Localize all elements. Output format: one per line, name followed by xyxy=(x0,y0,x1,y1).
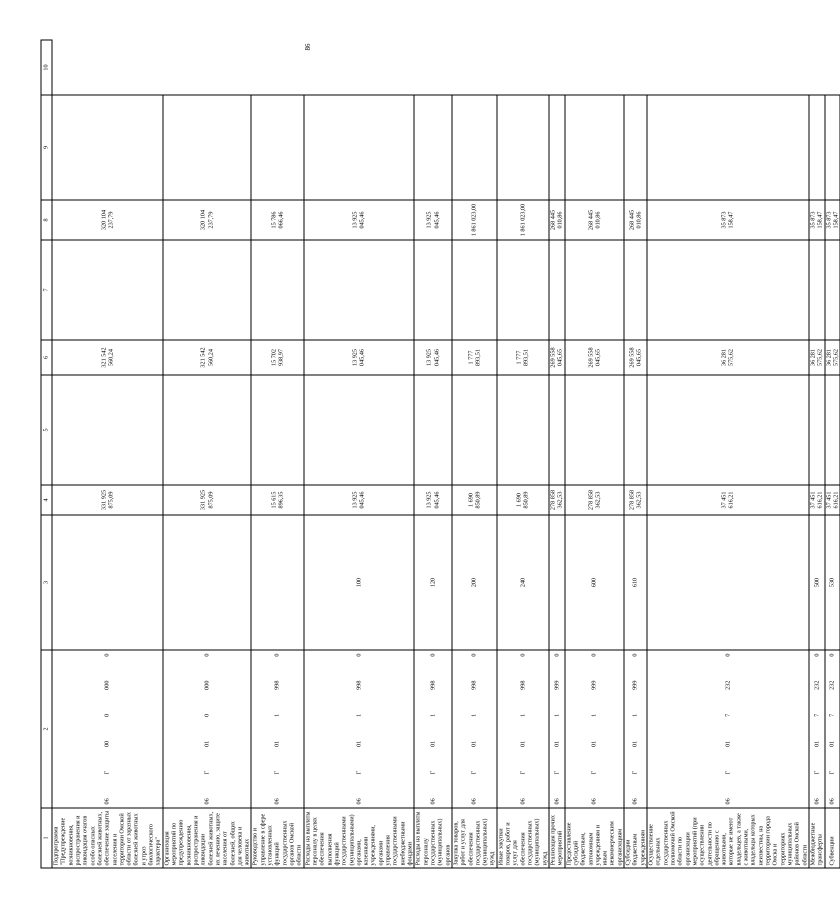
row-name-cell: Подпрограмма "Предупреждение возникновения, распространения и ликвидация очагов особо опасных болезней животных, обеспечение защиты населения и территории Омской области от заразных болезней животных и угроз биологического характера" xyxy=(52,808,163,868)
budget-code-part: 1 xyxy=(552,713,560,717)
row-value-col6 xyxy=(647,375,809,485)
row-name-cell: Субвенции xyxy=(824,808,840,868)
row-value-col8 xyxy=(824,240,840,340)
row-value-col6 xyxy=(824,375,840,485)
rotated-budget-table-wrapper xyxy=(40,40,839,868)
budget-code-part: Г xyxy=(828,770,836,774)
budget-code xyxy=(203,652,210,805)
row-value-col5: 331 925 875,09 xyxy=(52,485,163,515)
budget-code-part: 06 xyxy=(723,797,731,804)
budget-code-part: 01 xyxy=(428,740,436,747)
row-code-cell xyxy=(162,650,251,808)
budget-code xyxy=(631,652,638,805)
row-code-cell xyxy=(251,650,303,808)
budget-code-part: 998 xyxy=(428,680,436,690)
row-value-col5: 15 615 896,35 xyxy=(251,485,303,515)
row-name-cell: Руководство и управление в сфере установленных функций государственных органов Омской области xyxy=(251,808,303,868)
budget-code-part: 01 xyxy=(723,740,731,747)
row-value-col8 xyxy=(251,240,303,340)
row-type-cell: 600 xyxy=(564,515,624,650)
budget-code-part: 01 xyxy=(273,740,281,747)
budget-code-part: 232 xyxy=(723,680,731,690)
budget-code-part: 01 xyxy=(470,740,478,747)
budget-code-part: 000 xyxy=(103,680,111,690)
row-code-cell xyxy=(808,650,824,808)
budget-code-part: 1 xyxy=(273,713,281,717)
row-value-col5: 1 690 850,89 xyxy=(496,485,548,515)
budget-code xyxy=(590,652,597,805)
budget-code-part: 998 xyxy=(470,680,478,690)
budget-code-part: 232 xyxy=(812,680,820,690)
budget-code-part: 06 xyxy=(470,797,478,804)
col-header-2: 2 xyxy=(41,650,52,808)
budget-code xyxy=(429,652,436,805)
row-value-col9: 268 445 010,86 xyxy=(624,200,647,240)
row-value-col9: 320 104 237,79 xyxy=(162,200,251,240)
row-value-col9: 15 786 066,46 xyxy=(251,200,303,240)
budget-code-part: 06 xyxy=(812,797,820,804)
col-header-7: 7 xyxy=(41,240,52,340)
row-value-col9: 268 445 010,86 xyxy=(564,200,624,240)
row-code-cell xyxy=(647,650,809,808)
budget-code-part: Г xyxy=(354,770,362,774)
budget-code-part: 01 xyxy=(354,740,362,747)
row-value-col6 xyxy=(624,375,647,485)
row-type-cell: 240 xyxy=(496,515,548,650)
row-name-cell: Реализация прочих мероприятий xyxy=(548,808,564,868)
budget-code-part: 01 xyxy=(202,740,210,747)
row-value-col6 xyxy=(251,375,303,485)
table-row xyxy=(564,40,624,868)
budget-code-part: 999 xyxy=(552,680,560,690)
budget-code xyxy=(724,652,731,805)
header-row xyxy=(41,40,52,868)
row-type-cell xyxy=(251,515,303,650)
budget-code-part: Г xyxy=(202,770,210,774)
table-row xyxy=(414,40,452,868)
budget-table xyxy=(40,39,840,868)
row-value-col9: 35 873 158,47 xyxy=(808,200,824,240)
row-value-col6 xyxy=(52,375,163,485)
row-value-col7: 36 281 575,62 xyxy=(808,340,824,375)
row-value-col7: 321 542 560,24 xyxy=(162,340,251,375)
row-value-col10 xyxy=(647,95,809,200)
budget-code-part: 01 xyxy=(590,740,598,747)
budget-code-part: 1 xyxy=(631,713,639,717)
row-value-col5: 37 451 616,21 xyxy=(647,485,809,515)
row-value-col8 xyxy=(162,240,251,340)
budget-code-part: Г xyxy=(590,770,598,774)
row-value-col9: 13 925 045,46 xyxy=(303,200,414,240)
row-value-col5: 13 925 045,46 xyxy=(303,485,414,515)
row-value-col7: 15 702 938,97 xyxy=(251,340,303,375)
budget-code xyxy=(273,652,280,805)
row-type-cell: 100 xyxy=(303,515,414,650)
row-value-col8 xyxy=(496,240,548,340)
budget-code-part: 06 xyxy=(590,797,598,804)
col-header-9: 9 xyxy=(41,95,52,200)
row-name-cell: Расходы на выплаты персоналу в целях обеспечения выполнения функций государственными (муниципальными) органами, казенными учреждениями, органами управления государственными внебюджетными фондами xyxy=(303,808,414,868)
table-row xyxy=(647,40,809,868)
budget-code-part: 06 xyxy=(631,797,639,804)
row-code-cell xyxy=(824,650,840,808)
table-row xyxy=(451,40,496,868)
row-value-col6 xyxy=(564,375,624,485)
row-value-col8 xyxy=(548,240,564,340)
budget-code-part: Г xyxy=(812,770,820,774)
budget-code-part: 7 xyxy=(812,713,820,717)
row-value-col7: 13 925 045,46 xyxy=(414,340,452,375)
budget-code-part: 01 xyxy=(552,740,560,747)
row-value-col10 xyxy=(808,95,824,200)
row-type-cell xyxy=(647,515,809,650)
budget-code-part: 7 xyxy=(828,713,836,717)
row-value-col7: 269 558 045,65 xyxy=(624,340,647,375)
budget-code-part: 0 xyxy=(202,653,210,657)
row-value-col6 xyxy=(496,375,548,485)
row-value-col5: 13 925 045,46 xyxy=(414,485,452,515)
budget-code-part: 998 xyxy=(518,680,526,690)
row-value-col8 xyxy=(52,240,163,340)
budget-code-part: 1 xyxy=(354,713,362,717)
budget-code-part: 06 xyxy=(828,797,836,804)
budget-code xyxy=(355,652,362,805)
budget-code xyxy=(470,652,477,805)
budget-code-part: 998 xyxy=(273,680,281,690)
row-code-cell xyxy=(624,650,647,808)
budget-code xyxy=(813,652,820,805)
budget-code-part: 0 xyxy=(273,653,281,657)
row-type-cell: 530 xyxy=(824,515,840,650)
col-header-8: 8 xyxy=(41,200,52,240)
row-value-col5: 37 451 616,21 xyxy=(824,485,840,515)
budget-code-part: Г xyxy=(428,770,436,774)
table-row xyxy=(251,40,303,868)
table-row xyxy=(624,40,647,868)
budget-code-part: 1 xyxy=(590,713,598,717)
budget-code-part: Г xyxy=(470,770,478,774)
row-type-cell xyxy=(162,515,251,650)
row-value-col8 xyxy=(303,240,414,340)
row-value-col8 xyxy=(647,240,809,340)
budget-code-part: 0 xyxy=(103,653,111,657)
row-value-col8 xyxy=(564,240,624,340)
table-row xyxy=(824,40,840,868)
budget-code-part: 01 xyxy=(828,740,836,747)
row-value-col8 xyxy=(451,240,496,340)
budget-code-part: 06 xyxy=(552,797,560,804)
row-value-col5: 278 858 362,53 xyxy=(548,485,564,515)
row-value-col8 xyxy=(624,240,647,340)
row-value-col10 xyxy=(548,95,564,200)
row-value-col10 xyxy=(414,95,452,200)
budget-code-part: 1 xyxy=(428,713,436,717)
row-value-col9: 1 861 023,00 xyxy=(496,200,548,240)
row-value-col6 xyxy=(548,375,564,485)
row-code-cell xyxy=(52,650,163,808)
row-name-cell: Субсидии бюджетным учреждениям xyxy=(624,808,647,868)
budget-code-part: 06 xyxy=(103,797,111,804)
row-value-col7: 1 777 893,51 xyxy=(451,340,496,375)
budget-code-part: Г xyxy=(518,770,526,774)
table-row xyxy=(303,40,414,868)
budget-code-part: 7 xyxy=(723,713,731,717)
budget-code-part: 06 xyxy=(273,797,281,804)
budget-code-part: 0 xyxy=(354,653,362,657)
row-value-col10 xyxy=(451,95,496,200)
row-value-col9: 35 873 158,47 xyxy=(647,200,809,240)
budget-code-part: 01 xyxy=(812,740,820,747)
budget-code-part: Г xyxy=(723,770,731,774)
col-header-5: 5 xyxy=(41,375,52,485)
row-value-col5: 278 858 362,53 xyxy=(624,485,647,515)
row-code-cell xyxy=(548,650,564,808)
row-name-cell: Закупка товаров, работ и услуг для обеспечения государственных (муниципальных) нужд xyxy=(451,808,496,868)
row-value-col10 xyxy=(251,95,303,200)
budget-code-part: Г xyxy=(552,770,560,774)
row-value-col7: 269 558 045,65 xyxy=(564,340,624,375)
row-name-cell: Расходы на выплаты персоналу государственных (муниципальных) органов xyxy=(414,808,452,868)
row-value-col5: 37 451 616,21 xyxy=(808,485,824,515)
row-value-col10 xyxy=(162,95,251,200)
row-name-cell: Осуществление отдельных государственных полномочий Омской области по организации мероприятий (при осуществлении деятельности по обращению с животными, которые не имеют владельцев, а также с животными, владельцы которых неизвестны, на территории города Омска и территориях муниципальных районов Омской области xyxy=(647,808,809,868)
row-value-col10 xyxy=(52,95,163,200)
table-row xyxy=(162,40,251,868)
row-name-cell: Иные закупки товаров, работ и услуг для обеспечения государственных (муниципальных) нужд xyxy=(496,808,548,868)
row-code-cell xyxy=(303,650,414,808)
row-value-col9: 1 861 023,00 xyxy=(451,200,496,240)
row-code-cell xyxy=(414,650,452,808)
row-value-col6 xyxy=(451,375,496,485)
budget-code-part: 232 xyxy=(828,680,836,690)
budget-code-part: 01 xyxy=(631,740,639,747)
row-value-col10 xyxy=(303,95,414,200)
page-number-text: 86 xyxy=(304,43,312,51)
table-row xyxy=(808,40,824,868)
row-code-cell xyxy=(564,650,624,808)
budget-code-part: 01 xyxy=(518,740,526,747)
row-name-cell: Организация мероприятий по предупреждению возникновения, распространения и ликвидации болезней животных, их лечению, защите населения от болезней, общих для человека и животных xyxy=(162,808,251,868)
row-code-cell xyxy=(496,650,548,808)
budget-code-part: Г xyxy=(273,770,281,774)
row-type-cell: 200 xyxy=(451,515,496,650)
row-type-cell xyxy=(548,515,564,650)
row-value-col10 xyxy=(624,95,647,200)
budget-code-part: 0 xyxy=(518,653,526,657)
row-value-col9: 13 925 045,46 xyxy=(414,200,452,240)
row-name-cell: Межбюджетные трансферты xyxy=(808,808,824,868)
budget-code-part: 0 xyxy=(470,653,478,657)
budget-code-part: Г xyxy=(631,770,639,774)
row-value-col6 xyxy=(808,375,824,485)
budget-code-part: 999 xyxy=(590,680,598,690)
row-value-col5: 331 925 875,09 xyxy=(162,485,251,515)
budget-code-part: 06 xyxy=(428,797,436,804)
row-value-col10 xyxy=(564,95,624,200)
budget-code-part: 00 xyxy=(103,740,111,747)
table-row xyxy=(52,40,163,868)
budget-code xyxy=(103,652,110,805)
row-value-col6 xyxy=(414,375,452,485)
budget-code-part: 0 xyxy=(590,653,598,657)
budget-code-part: 0 xyxy=(723,653,731,657)
row-code-cell xyxy=(451,650,496,808)
col-header-1: 1 xyxy=(41,808,52,868)
budget-code-part: 999 xyxy=(631,680,639,690)
row-type-cell xyxy=(52,515,163,650)
row-name-cell: Предоставление субсидий бюджетным, автономным учреждениям и иным некоммерческим организациям xyxy=(564,808,624,868)
budget-code-part: 998 xyxy=(354,680,362,690)
row-value-col7: 1 777 893,51 xyxy=(496,340,548,375)
row-value-col7: 269 558 045,65 xyxy=(548,340,564,375)
row-value-col6 xyxy=(303,375,414,485)
budget-code xyxy=(519,652,526,805)
col-header-6: 6 xyxy=(41,340,52,375)
row-value-col6 xyxy=(162,375,251,485)
row-value-col5: 278 858 362,53 xyxy=(564,485,624,515)
budget-code-part: 0 xyxy=(202,713,210,717)
row-value-col8 xyxy=(414,240,452,340)
budget-code-part: Г xyxy=(103,770,111,774)
budget-code-part: 06 xyxy=(354,797,362,804)
row-value-col7: 36 281 575,62 xyxy=(824,340,840,375)
col-header-10: 10 xyxy=(41,40,52,95)
budget-code-part: 06 xyxy=(518,797,526,804)
row-value-col7: 321 542 560,24 xyxy=(52,340,163,375)
row-value-col5: 1 690 850,89 xyxy=(451,485,496,515)
row-value-col9: 268 445 010,86 xyxy=(548,200,564,240)
budget-code xyxy=(828,652,835,805)
row-value-col7: 36 281 575,62 xyxy=(647,340,809,375)
row-value-col8 xyxy=(808,240,824,340)
table-row xyxy=(496,40,548,868)
row-type-cell: 120 xyxy=(414,515,452,650)
col-header-3: 3 xyxy=(41,515,52,650)
budget-code-part: 0 xyxy=(828,653,836,657)
row-value-col10 xyxy=(496,95,548,200)
row-value-col9: 35 873 158,47 xyxy=(824,200,840,240)
budget-code-part: 0 xyxy=(103,713,111,717)
budget-code-part: 1 xyxy=(518,713,526,717)
table-row xyxy=(548,40,564,868)
col-header-4: 4 xyxy=(41,485,52,515)
row-value-col7: 13 925 045,46 xyxy=(303,340,414,375)
row-type-cell: 610 xyxy=(624,515,647,650)
budget-code-part: 0 xyxy=(552,653,560,657)
budget-code-part: 06 xyxy=(202,797,210,804)
budget-code-part: 0 xyxy=(428,653,436,657)
budget-code-part: 0 xyxy=(631,653,639,657)
budget-code-part: 000 xyxy=(202,680,210,690)
row-type-cell: 500 xyxy=(808,515,824,650)
budget-code-part: 1 xyxy=(470,713,478,717)
row-value-col9: 320 104 237,79 xyxy=(52,200,163,240)
row-value-col10 xyxy=(824,95,840,200)
budget-code-part: 0 xyxy=(812,653,820,657)
budget-code xyxy=(553,652,560,805)
